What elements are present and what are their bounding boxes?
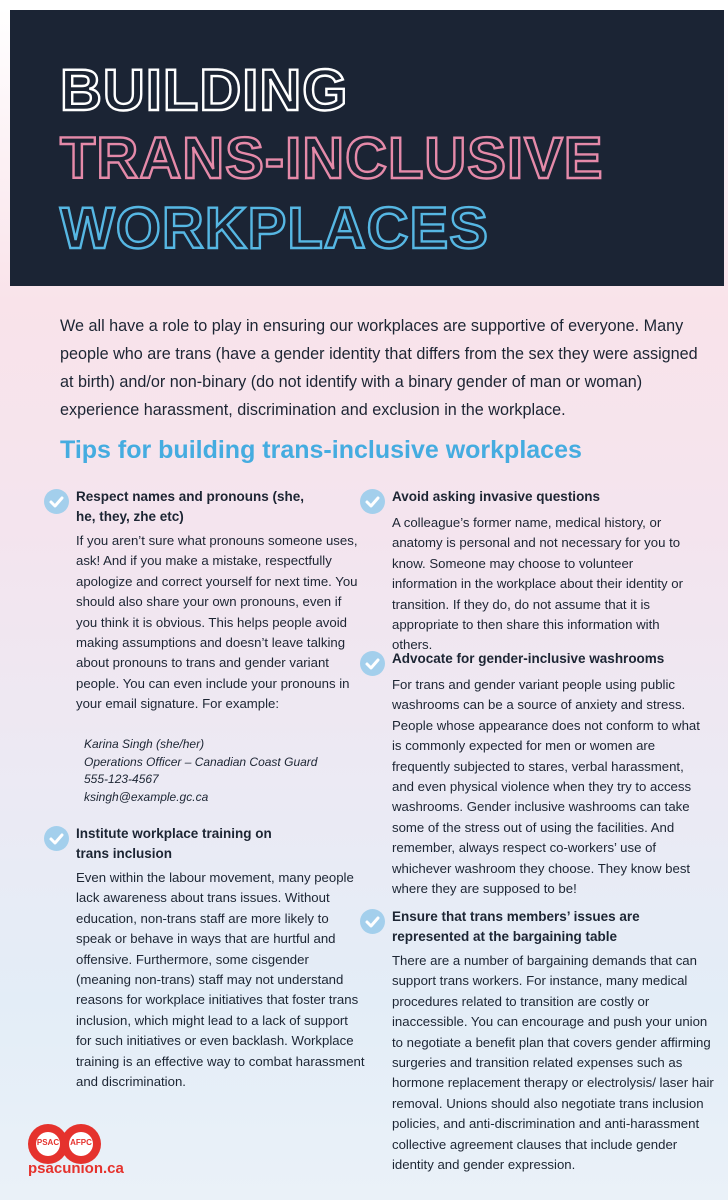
- tip-title: Respect names and pronouns (she, he, they, zhe etc): [76, 489, 305, 524]
- title-line-1: BUILDING: [60, 58, 349, 123]
- check-icon: [360, 651, 385, 676]
- tip-body: There are a number of bargaining demands that can support trans workers. For instance, many medical procedures related to transition are costly or inaccessible. You can encourage and push your union to negotiate a benefit plan that covers gender affirming surgeries and transition related expenses such as hormone replacement therapy or electrolysis/ laser hair removal. Unions should also negotiate trans inclusion policies, and anti-discrimination and anti-harassment collective agreement clauses that include gender identity and gender expression.: [392, 953, 714, 1173]
- tip-title: Ensure that trans members’ issues are represented at the bargaining table: [392, 909, 640, 944]
- afpc-gear-icon: [61, 1124, 101, 1164]
- tip-title: Avoid asking invasive questions: [392, 489, 601, 504]
- signature-title: Operations Officer – Canadian Coast Guard: [84, 754, 318, 769]
- tip-body: A colleague’s former name, medical history, or anatomy is personal and not necessary for you to know. Someone may choose to volunteer information in the workplace about their identity or transition. If they do, do not assume that it is appropriate to then share this information with others.: [392, 515, 684, 653]
- tip-title: Advocate for gender-inclusive washrooms: [392, 651, 665, 666]
- tip-title: Institute workplace training on trans inclusion: [76, 826, 272, 861]
- check-icon: [360, 909, 385, 934]
- header-banner: [10, 10, 724, 286]
- tip-body: For trans and gender variant people using public washrooms can be a source of anxiety and stress. People whose appearance does not conform to what is commonly expected for men or women are frequently subjected to stares, verbal harassment, and even physical violence when they try to access washrooms. Gender inclusive washrooms can take some of the stress out of using the facilities. And remember, always respect co-workers’ use of whichever washroom they choose. They know best where they are supposed to be!: [392, 677, 700, 897]
- signature-phone: 555-123-4567: [84, 772, 159, 786]
- check-icon: [44, 826, 69, 851]
- check-icon: [360, 489, 385, 514]
- tips-heading: Tips for building trans-inclusive workplaces: [60, 436, 582, 464]
- signature-name: Karina Singh (she/her): [84, 737, 205, 751]
- example-email-signature: [84, 736, 317, 806]
- tip-body: Even within the labour movement, many people lack awareness about trans issues. Without education, non-trans staff are more likely to speak or behave in ways that are hurtful and offensive. Furthermore, some cisgender (meaning non-trans) staff may not understand reasons for workplace initiatives that foster trans inclusion, which might lead to a lack of support for such initiatives or even backlash. Workplace training is an effective way to combat harassment and discrimination.: [76, 870, 365, 1090]
- website-link[interactable]: psacunion.ca: [28, 1160, 124, 1177]
- intro-paragraph: We all have a role to play in ensuring our workplaces are supportive of everyone. Many people who are trans (have a gender identity that differs from the sex they were assigned at birth) and/or non-binary (do not identify with a binary gender of man or woman) experience harassment, discrimination and exclusion in the workplace.: [60, 317, 698, 419]
- signature-email: ksingh@example.gc.ca: [84, 789, 209, 804]
- title-line-3: WORKPLACES: [60, 196, 489, 261]
- check-icon: [44, 489, 69, 514]
- logo-right-text: AFPC: [70, 1138, 92, 1147]
- tip-body: If you aren’t sure what pronouns someone uses, ask! And if you make a mistake, respectfully apologize and correct yourself for next time. You should also share your own pronouns, even if you think it is obvious. This helps people avoid making assumptions and doesn’t leave talking about pronouns to trans and gender variant people. You can even include your pronouns in your email signature. For example:: [76, 533, 358, 712]
- logo-left-text: PSAC: [36, 1138, 60, 1147]
- psac-afpc-logo[interactable]: [28, 1124, 138, 1179]
- title-line-2: TRANS-INCLUSIVE: [60, 126, 604, 191]
